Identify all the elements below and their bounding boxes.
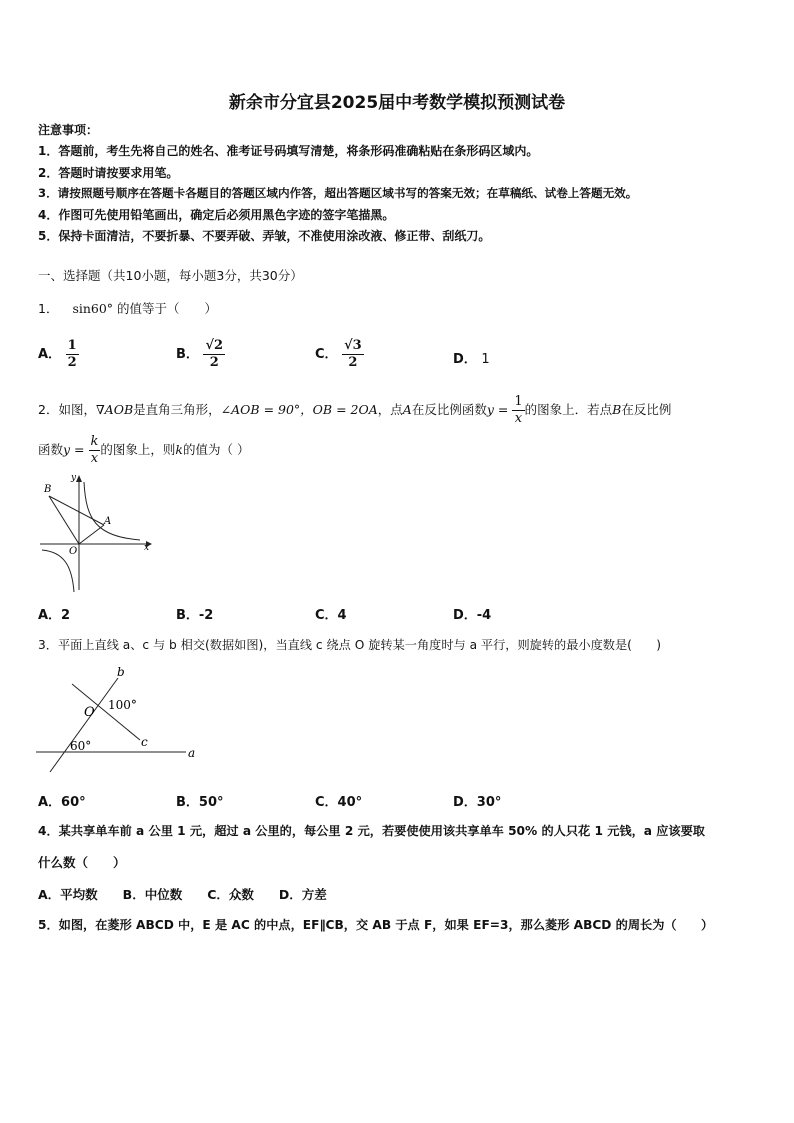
q2-option-a[interactable]: A．2 [38,608,71,623]
text: 是直角三角形， [133,402,221,417]
q2-stem-line2 [38,434,249,467]
notice-heading: 注意事项： [38,123,99,137]
denominator: 2 [209,355,219,370]
numerator: √2 [205,338,224,353]
q1-stem [38,299,217,317]
text: 的图象上．若点 [524,402,613,417]
math-point: B [612,402,622,417]
label-angle-100: 100° [108,698,137,712]
q1-expr: sin60° [72,301,114,316]
text: 的图象上，则 [100,442,176,457]
q1-option-d[interactable] [453,348,490,367]
label-A: A [104,516,112,527]
option-label: C． [315,347,338,362]
math-triangle: ∇AOB [95,402,134,417]
label-b: b [117,665,125,679]
notice-item-5: 5．保持卡面清洁，不要折暴、不要弄破、弄皱，不准使用涂改液、修正带、刮纸刀。 [38,229,491,243]
q5-stem: 5．如图，在菱形 ABCD 中，E 是 AC 的中点，EF∥CB，交 AB 于点 F，如果 EF=3，那么菱形 ABCD 的周长为（ ） [38,918,714,932]
q1-num: 1． [38,301,59,316]
math-function: y = [63,442,85,457]
q2-stem-line1 [38,394,671,427]
fraction [512,394,524,427]
label-x: x [144,543,150,553]
label-y: y [71,473,77,483]
section-heading: 一、选择题（共10小题，每小题3分，共30分） [38,268,303,283]
option-label: B． [176,347,199,362]
option-value: 1 [481,352,490,367]
q2-figure [36,470,156,598]
text: 的值为（ ） [183,442,250,457]
text: ，点 [377,402,403,417]
text: 函数 [38,442,64,457]
label-O: O [84,705,95,720]
notice-item-2: 2．答题时请按要求用笔。 [38,166,179,180]
math-condition: ∠AOB = 90°，OB = 2OA [220,402,378,417]
label-c: c [141,735,148,749]
math-function: y = [486,402,509,417]
notice-item-1: 1．答题前，考生先将自己的姓名、准考证号码填写清楚，将条形码准确粘贴在条形码区域内。 [38,144,539,158]
q1-option-c[interactable] [315,338,364,371]
notice-item-3: 3．请按照题号顺序在答题卡各题目的答题区域内作答，超出答题区域书写的答案无效；在草稿纸、试卷上答题无效。 [38,186,638,200]
fraction [203,338,225,371]
label-O: O [69,546,78,557]
denominator: x [90,451,99,466]
page-title: 新余市分宜县2025届中考数学模拟预测试卷 [228,93,566,113]
q1-option-b[interactable] [176,338,225,371]
q4-stem-line2: 什么数（ ） [38,855,126,870]
q4-stem-line1: 4．某共享单车前 a 公里 1 元，超过 a 公里的，每公里 2 元，若要使使用该共享单车 50% 的人只花 1 元钱，a 应该要取 [38,824,705,838]
denominator: x [514,411,523,426]
q3-option-c[interactable]: C．40° [315,795,363,810]
numerator: 1 [67,338,77,353]
q3-option-b[interactable]: B．50° [176,795,224,810]
q2-option-d[interactable]: D．-4 [453,608,492,623]
numerator: k [90,434,99,449]
numerator: 1 [514,394,523,409]
text: 2．如图， [38,402,96,417]
notice-item-4: 4．作图可先使用铅笔画出，确定后必须用黑色字迹的签字笔描黑。 [38,208,395,222]
math-point: A [402,402,412,417]
q1-tail: 的值等于（ ） [117,301,218,316]
denominator: 2 [67,355,77,370]
option-label: D． [453,352,477,367]
fraction [66,338,79,371]
denominator: 2 [348,355,358,370]
q3-figure [34,662,204,774]
q1-option-a[interactable] [38,338,79,371]
q3-stem: 3．平面上直线 a、c 与 b 相交(数据如图)，当直线 c 绕点 O 旋转某一角度时与 a 平行，则旋转的最小度数是( ) [38,638,662,652]
text: 在反比例 [621,402,672,417]
option-label: A． [38,347,62,362]
text: 在反比例函数 [411,402,487,417]
math-variable: k [175,442,183,457]
q2-option-b[interactable]: B．-2 [176,608,214,623]
q4-options[interactable]: A．平均数 B．中位数 C．众数 D．方差 [38,887,327,902]
label-a: a [188,746,196,760]
q3-option-a[interactable]: A．60° [38,795,86,810]
fraction [89,434,101,467]
fraction [342,338,364,371]
numerator: √3 [344,338,362,353]
q2-option-c[interactable]: C．4 [315,608,347,623]
label-B: B [44,484,52,495]
label-angle-60: 60° [70,739,92,753]
q3-option-d[interactable]: D．30° [453,795,502,810]
